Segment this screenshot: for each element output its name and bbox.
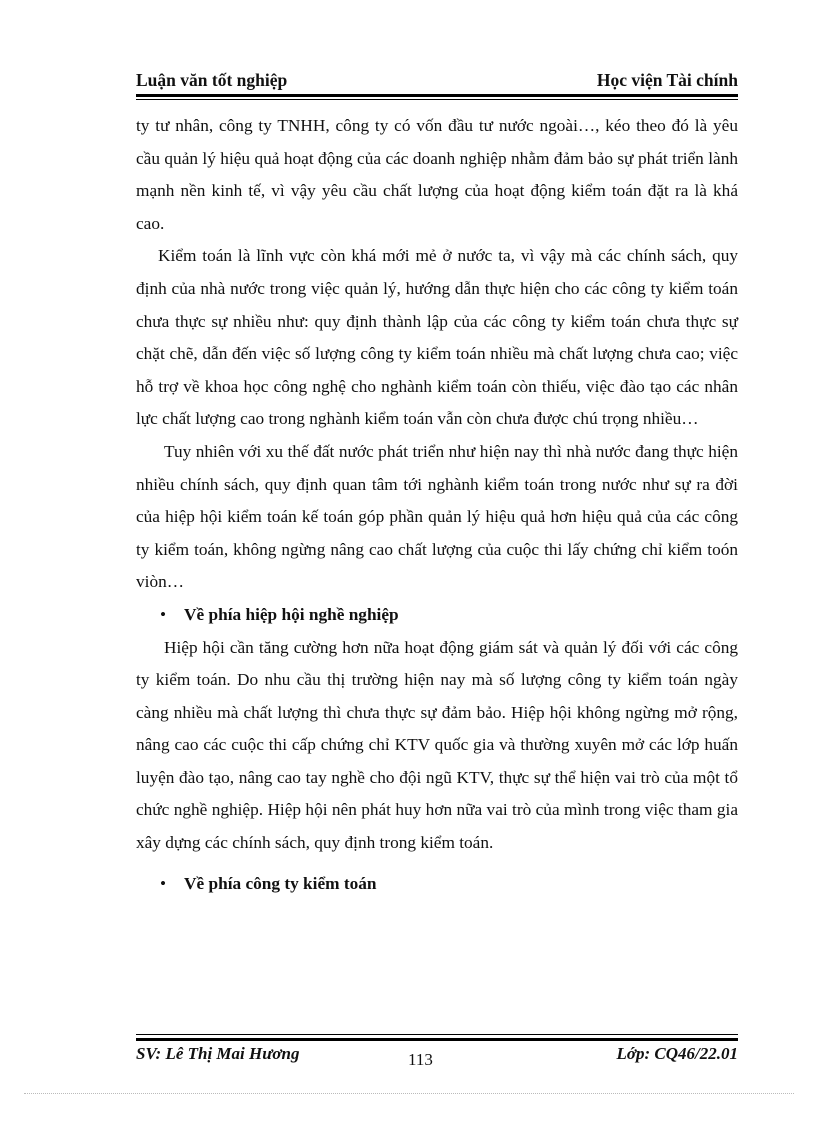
header-rule-thin xyxy=(136,99,738,100)
paragraph-3: Tuy nhiên với xu thế đất nước phát triển như hiện nay thì nhà nước đang thực hiện nhiều chính sách, quy định quan tâm tới nghành kiểm toán trong nước như sự ra đời của hiệp hội kiểm toán kế toán góp phần quản lý hiệu quả hơn hiệu quả của các công ty kiểm toán, không ngừng nâng cao chất lượng của cuộc thi lấy chứng chỉ kiểm toón viòn… xyxy=(136,441,738,592)
document-body xyxy=(136,110,738,900)
bullet-heading-text: Về phía hiệp hội nghề nghiệp xyxy=(184,604,399,624)
bullet-heading-professional-association xyxy=(136,599,738,632)
paragraph-4: Hiệp hội cần tăng cường hơn nữa hoạt động giám sát và quản lý đối với các công ty kiểm toán. Do nhu cầu thị trường hiện nay mà số lượng công ty kiểm toán ngày càng nhiều mà chất lượng thì chưa thực sự đảm bảo. Hiệp hội không ngừng mở rộng, nâng cao các cuộc thi cấp chứng chỉ KTV quốc gia và thường xuyên mở các lớp huấn luyện đào tạo, nâng cao tay nghề cho đội ngũ KTV, thực sự thể hiện vai trò của một tổ chức nghề nghiệp. Hiệp hội nên phát huy hơn nữa vai trò của mình trong việc tham gia xây dựng các chính sách, quy định trong kiểm toán. xyxy=(136,637,738,853)
page-bottom-dotted-line xyxy=(24,1093,794,1094)
page-number: 113 xyxy=(408,1050,433,1069)
paragraph-1: ty tư nhân, công ty TNHH, công ty có vốn đầu tư nước ngoài…, kéo theo đó là yêu cầu quản lý hiệu quả hoạt động của các doanh nghiệp nhằm đảm bảo sự phát triển lành mạnh nền kinh tế, vì vậy yêu cầu chất lượng của hoạt động kiểm toán đặt ra là khá cao. xyxy=(136,116,738,233)
page-footer xyxy=(136,1044,738,1072)
footer-rule-thin xyxy=(136,1034,738,1035)
header-rule-thick xyxy=(136,94,738,97)
bullet-icon: • xyxy=(160,604,167,624)
bullet-heading-text: Về phía công ty kiểm toán xyxy=(184,873,377,893)
page-header xyxy=(136,68,738,94)
header-institution: Học viện Tài chính xyxy=(596,70,738,90)
footer-class: Lớp: CQ46/22.01 xyxy=(616,1044,738,1063)
bullet-heading-audit-firm xyxy=(136,868,738,901)
paragraph-2: Kiểm toán là lĩnh vực còn khá mới mẻ ở nước ta, vì vậy mà các chính sách, quy định của nhà nước trong việc quản lý, hướng dẫn thực hiện cho các công ty kiểm toán chưa thực sự nhiều như: quy định thành lập của các công ty kiểm toán chưa thực sự chặt chẽ, dẫn đến việc số lượng công ty kiểm toán nhiều mà chất lượng chưa cao; việc hỗ trợ về khoa học công nghệ cho nghành kiểm toán còn thiếu, việc đào tạo các nhân lực chất lượng cao trong nghành kiểm toán vẫn còn chưa được chú trọng nhiều… xyxy=(136,246,738,429)
footer-student-name: SV: Lê Thị Mai Hương xyxy=(136,1044,300,1063)
bullet-icon: • xyxy=(160,873,167,893)
header-thesis-title: Luận văn tốt nghiệp xyxy=(136,70,288,90)
footer-rule-thick xyxy=(136,1038,738,1041)
